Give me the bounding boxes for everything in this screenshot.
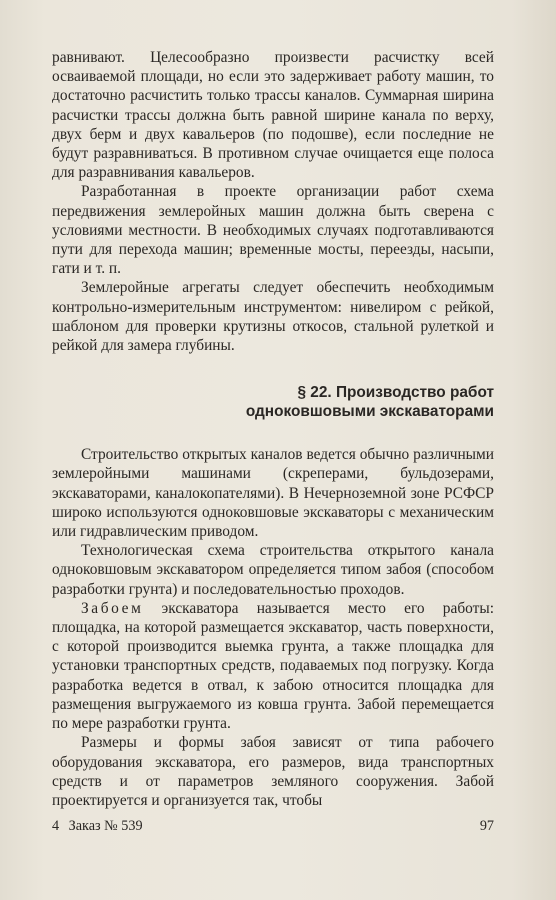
paragraph-6-text: экскаватора называется место его работы: площадка, на которой размещается экскаватор, часть поверхности, с которой производится выемка грунта, а также площадка для установки транспортных средств, подаваемых под погрузку. Когда разработка ведется в отвал, к забою относится площадка для размещения выгружаемого из ковша грунта. Забой перемещается по мере разработки грунта. [52,599,494,733]
order-number: Заказ № 539 [68,818,143,834]
spaced-term: Забоем [81,599,144,617]
paragraph-4: Строительство открытых каналов ведется обычно различными землеройными машинами (скреперами, бульдозерами, экскаваторами, каналокопателями). В Нечерноземной зоне РСФСР широко используются одноковшовые экскаваторы с механическим или гидравлическим приводом. [52,446,494,541]
page-number: 97 [479,818,494,834]
paragraph-7: Размеры и формы забоя зависят от типа рабочего оборудования экскаватора, его размеров, вида транспортных средств и от параметров земляного сооружения. Забой проектируется и организуется так, чтобы [52,734,494,809]
paragraph-6 [52,599,494,733]
footer-left [52,818,149,835]
paragraph-2: Разработанная в проекте организации работ схема передвижения землеройных машин должна быть сверена с условиями местности. В необходимых случаях подготавливаются пути для перехода машин; временные мосты, переезды, насыпи, гати и т. п. [52,183,494,278]
section-heading-line-2: одноковшовыми экскаваторами [245,403,494,421]
section-heading-line-1: § 22. Производство работ [297,384,494,402]
paragraph-3: Землеройные агрегаты следует обеспечить необходимым контрольно-измерительным инструментом: нивелиром с рейкой, шаблоном для проверки крутизны откосов, стальной рулеткой и рейкой для замера глубины. [52,279,494,355]
paragraph-1: равнивают. Целесообразно произвести расчистку всей осваиваемой площади, но если это задерживает работу машин, то достаточно расчистить только трассы каналов. Суммарная ширина расчистки трассы должна быть равной ширине канала по верху, двух берм и двух кавальеров (по подошве), если последние не будут разравниваться. В противном случае очищается еще полоса для разравнивания кавальеров. [52,49,494,182]
page-footer [52,818,494,835]
body-text [52,48,494,810]
paragraph-5: Технологическая схема строительства открытого канала одноковшовым экскаватором определяется типом забоя (способом разработки грунта) и последовательностью проходов. [52,542,494,598]
section-heading [52,383,494,421]
signature-mark: 4 [52,818,60,834]
